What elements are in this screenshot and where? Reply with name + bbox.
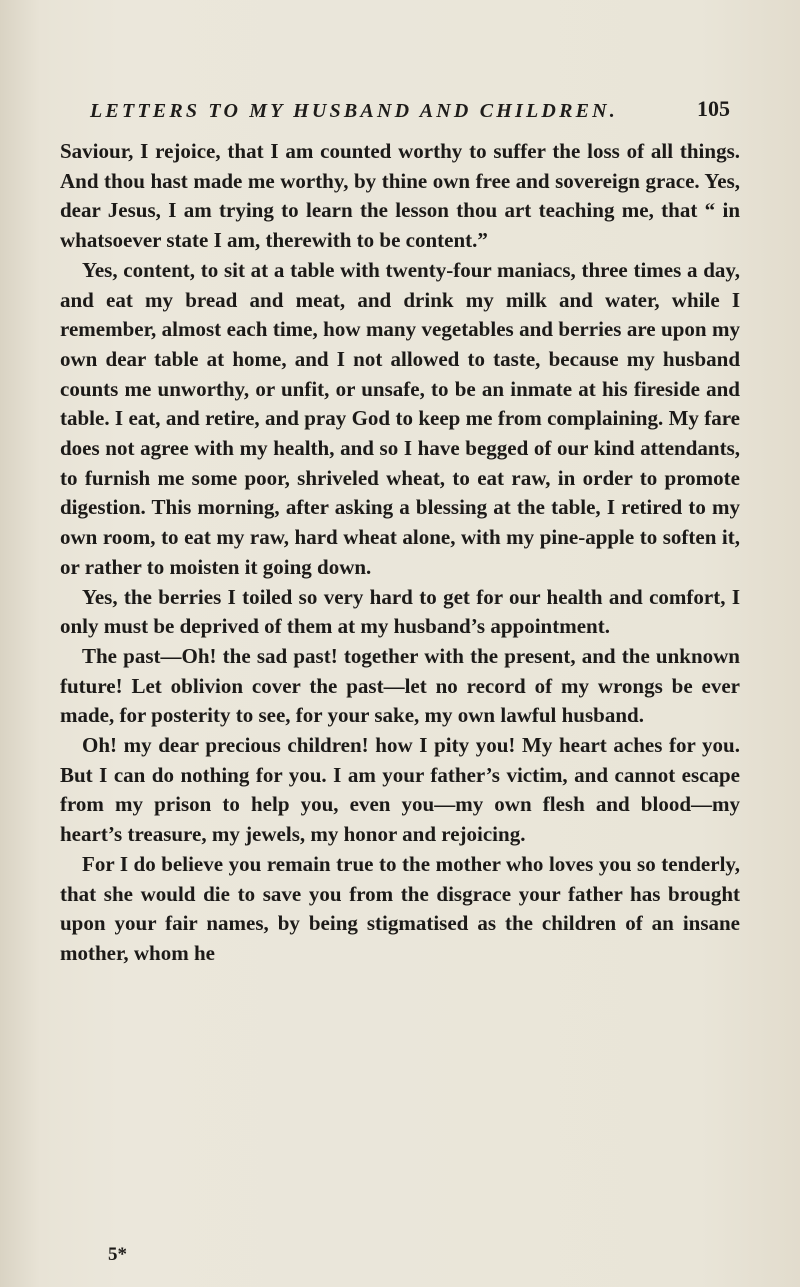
page-header (90, 96, 730, 130)
running-head: LETTERS TO MY HUSBAND AND CHILDREN. (90, 100, 618, 122)
paragraph: Oh! my dear precious children! how I pity you! My heart aches for you. But I can do nothing for you. I am your father’s victim, and cannot escape from my prison to help you, even you—my own flesh and blood—my heart’s treasure, my jewels, my honor and rejoicing. (60, 733, 740, 847)
paragraph: For I do believe you remain true to the mother who loves you so tenderly, that she would die to save you from the disgrace your father has brought upon your fair names, by being stigmatised as the children of an insane mother, whom he (60, 851, 740, 965)
paragraph: Yes, content, to sit at a table with twenty-four maniacs, three times a day, and eat my bread and meat, and drink my milk and water, while I remember, almost each time, how many vegetables and berries are upon my own dear table at home, and I not allowed to taste, because my husband counts me unworthy, or unfit, or unsafe, to be an inmate at his fireside and table. I eat, and retire, and pray God to keep me from complaining. My fare does not agree with my health, and so I have begged of our kind attendants, to furnish me some poor, shriveled wheat, to eat raw, in order to promote digestion. This morning, after asking a blessing at the table, I retired to my own room, to eat my raw, hard wheat alone, with my pine-apple to soften it, or rather to moisten it going down. (60, 257, 740, 579)
paragraph: Yes, the berries I toiled so very hard to get for our health and comfort, I only must be deprived of them at my husband’s appointment. (60, 584, 740, 639)
paragraph: The past—Oh! the sad past! together with the present, and the unknown future! Let oblivion cover the past—let no record of my wrongs be ever made, for posterity to see, for your sake, my own lawful husband. (60, 643, 740, 728)
body-text (60, 137, 740, 969)
signature-mark: 5* (108, 1244, 127, 1265)
page-number: 105 (697, 96, 730, 121)
paragraph: Saviour, I rejoice, that I am counted worthy to suffer the loss of all things. And thou hast made me worthy, by thine own free and sovereign grace. Yes, dear Jesus, I am trying to learn the lesson thou art teaching me, that “ in whatsoever state I am, therewith to be content.” (60, 139, 740, 253)
